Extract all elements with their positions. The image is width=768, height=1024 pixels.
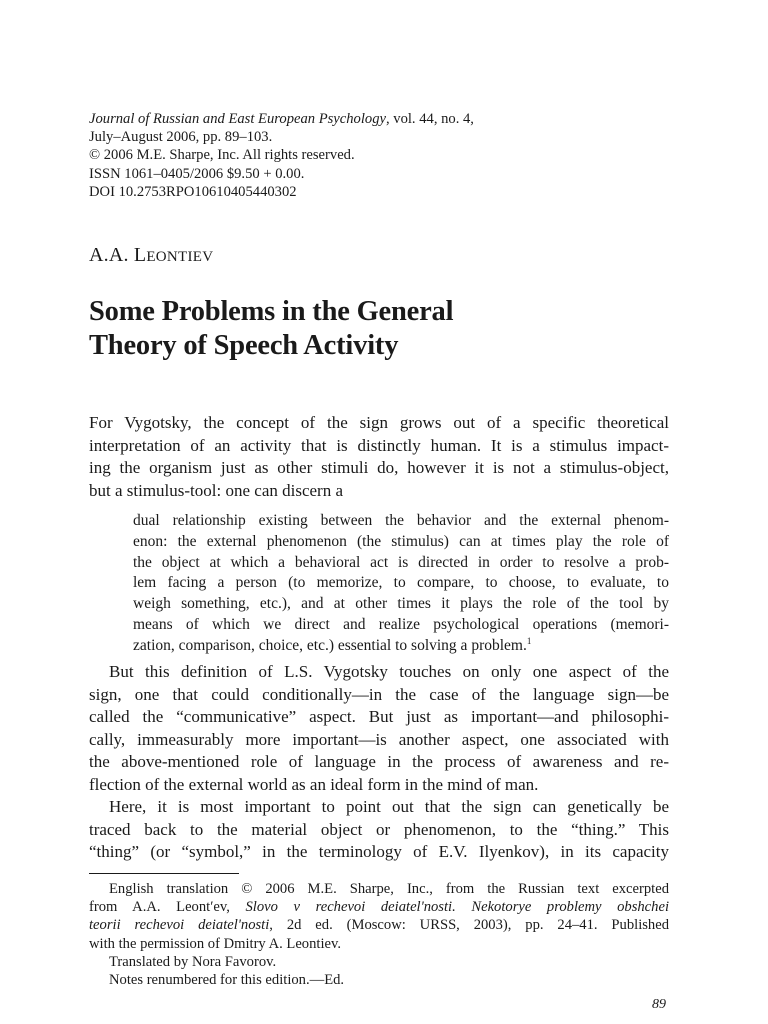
author-initials: A.A. L	[89, 244, 147, 266]
footnote-text: from A.A. Leontʹev,	[89, 899, 246, 916]
page-number: 89	[652, 997, 666, 1012]
footnote-line	[89, 916, 669, 934]
copyright-line: © 2006 M.E. Sharpe, Inc. All rights reserved.	[89, 147, 355, 164]
paragraph-2-3	[89, 661, 669, 864]
journal-title: Journal of Russian and East European Psychology	[89, 111, 386, 127]
quote-line: the object at which a behavioral act is directed in order to resolve a prob-	[133, 553, 669, 571]
text-line: traced back to the material object or phenomenon, to the “thing.” This	[89, 819, 669, 839]
footnote-divider	[89, 873, 239, 874]
text-line: ing the organism just as other stimuli do, however it is not a stimulus-object,	[89, 458, 669, 477]
text-line: flection of the external world as an ideal form in the mind of man.	[89, 774, 539, 794]
text-line: interpretation of an activity that is distinctly human. It is a stimulus impact-	[89, 435, 669, 455]
footnote-line	[89, 898, 669, 916]
text-line: But this definition of L.S. Vygotsky touches on only one aspect of the	[109, 662, 669, 681]
volume-info: , vol. 44, no. 4,	[385, 111, 474, 127]
text-line: called the “communicative” aspect. But just as important—and philosophi-	[89, 707, 669, 726]
footnote-block	[89, 880, 669, 989]
journal-citation-line	[89, 110, 669, 128]
footnote-text: , 2d ed. (Moscow: URSS, 2003), pp. 24–41. Published	[269, 917, 669, 934]
author-name	[89, 244, 213, 267]
translator-line: Translated by Nora Favorov.	[109, 953, 277, 970]
quote-line: enon: the external phenomenon (the stimulus) can at times play the role of	[133, 532, 669, 550]
text-line: “thing” (or “symbol,” in the terminology of E.V. Ilyenkov), in its capacity	[89, 842, 669, 861]
quote-line-last	[133, 636, 669, 657]
text-line: the above-mentioned role of language in the process of awareness and re-	[89, 752, 669, 771]
text-line: cally, immeasurably more important—is another aspect, one associated with	[89, 729, 669, 749]
quote-line: weigh something, etc.), and at other times it plays the role of the tool by	[133, 595, 669, 613]
footnote-line: with the permission of Dmitry A. Leontiev.	[89, 935, 341, 952]
text-line: sign, one that could conditionally—in the case of the language sign—be	[89, 684, 669, 704]
text-line: For Vygotsky, the concept of the sign grows out of a specific theoretical	[89, 413, 669, 432]
quote-line: means of which we direct and realize psychological operations (memori-	[133, 615, 669, 633]
footnote-book-title: Slovo v rechevoi deiatelʹnosti. Nekotorye problemy obshchei	[245, 899, 669, 916]
quote-line: lem facing a person (to memorize, to compare, to choose, to evaluate, to	[133, 574, 669, 592]
quote-line: dual relationship existing between the behavior and the external phenom-	[133, 512, 669, 529]
text-line: Here, it is most important to point out that the sign can genetically be	[109, 797, 669, 816]
paragraph-1	[89, 412, 669, 502]
quote-line-text: zation, comparison, choice, etc.) essential to solving a problem.	[133, 636, 527, 654]
block-quote	[133, 511, 669, 657]
issn-line: ISSN 1061–0405/2006 $9.50 + 0.00.	[89, 165, 305, 182]
text-line: but a stimulus-tool: one can discern a	[89, 480, 343, 500]
date-pages: July–August 2006, pp. 89–103.	[89, 129, 273, 146]
journal-masthead	[89, 110, 669, 201]
footnote-ref[interactable]: 1	[526, 635, 532, 646]
article-title	[89, 295, 453, 363]
footnote-line: English translation © 2006 M.E. Sharpe, Inc., from the Russian text excerpted	[109, 881, 669, 897]
footnote-book-title: teorii rechevoi deiatelʹnosti	[89, 917, 270, 934]
author-surname-smallcaps: EONTIEV	[146, 249, 214, 265]
doi-line: DOI 10.2753RPO10610405440302	[89, 183, 297, 200]
title-line-2: Theory of Speech Activity	[89, 330, 399, 361]
title-line-1: Some Problems in the General	[89, 296, 454, 327]
notes-line: Notes renumbered for this edition.—Ed.	[109, 971, 345, 988]
